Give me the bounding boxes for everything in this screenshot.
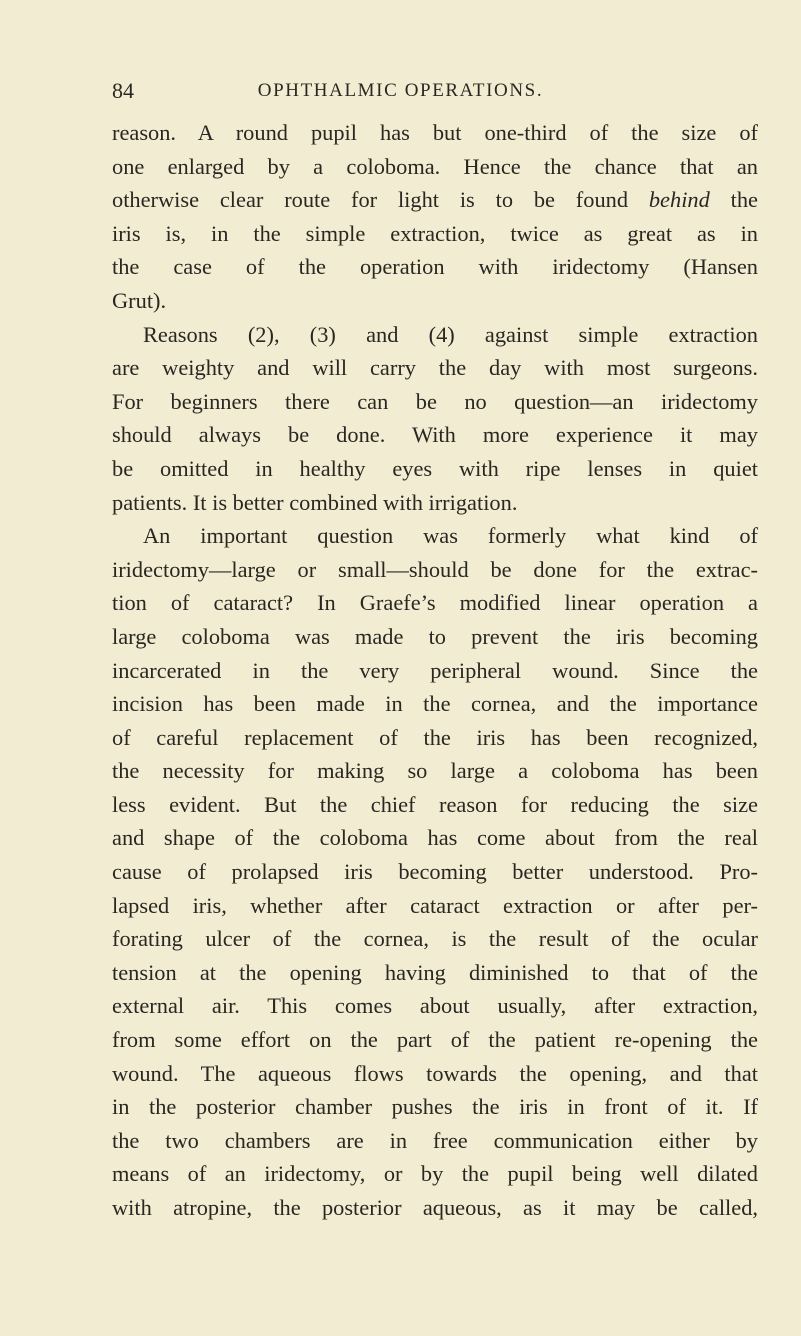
text-line: incision has been made in the cornea, and the importance — [112, 691, 758, 717]
running-head: OPHTHALMIC OPERATIONS. — [257, 80, 544, 101]
text-line: For beginners there can be no question—an iridectomy — [112, 388, 758, 414]
text-line: with atropine, the posterior aqueous, as it may be called, — [112, 1195, 758, 1220]
text-line: cause of prolapsed iris becoming better understood. Pro- — [112, 859, 758, 885]
text-line: wound. The aqueous flows towards the opening, and that — [112, 1060, 758, 1086]
text-line: and shape of the coloboma has come about from the real — [112, 825, 758, 851]
page-number: 84 — [112, 78, 134, 103]
text-run: the — [709, 187, 758, 213]
text-line: tension at the opening having diminished to that of the — [112, 959, 758, 985]
text-line: one enlarged by a coloboma. Hence the chance that an — [112, 153, 758, 179]
text-line: the case of the operation with iridectomy (Hansen — [112, 254, 758, 280]
text-line: lapsed iris, whether after cataract extraction or after per- — [112, 892, 758, 918]
text-line: the necessity for making so large a coloboma has been — [112, 758, 758, 784]
text-line: the two chambers are in free communication either by — [112, 1127, 758, 1153]
text-line: iridectomy—large or small—should be done for the extrac- — [112, 556, 758, 582]
text-line: Grut). — [112, 287, 167, 313]
text-line: reason. A round pupil has but one-third of the size of — [112, 120, 758, 145]
text-line: patients. It is better combined with irrigation. — [112, 489, 518, 515]
text-line: tion of cataract? In Graefe’s modified linear operation a — [112, 590, 758, 616]
text-line — [112, 183, 758, 217]
text-run: otherwise clear route for light is to be found — [112, 187, 649, 213]
text-line: forating ulcer of the cornea, is the result of the ocular — [112, 926, 758, 952]
text-line: incarcerated in the very peripheral wound. Since the — [112, 657, 758, 683]
text-line: means of an iridectomy, or by the pupil being well dilated — [112, 1161, 758, 1187]
text-line: of careful replacement of the iris has been recognized, — [112, 724, 758, 750]
italic-word: behind — [648, 187, 710, 213]
text-line: less evident. But the chief reason for reducing the size — [112, 791, 758, 817]
text-line: are weighty and will carry the day with most surgeons. — [112, 355, 758, 381]
text-line: iris is, in the simple extraction, twice as great as in — [112, 220, 758, 246]
text-line: An important question was formerly what kind of — [143, 523, 758, 549]
page-header — [0, 78, 801, 108]
text-line: from some effort on the part of the patient re-opening the — [112, 1027, 758, 1053]
text-line: large coloboma was made to prevent the iris becoming — [112, 623, 758, 649]
text-line: Reasons (2), (3) and (4) against simple extraction — [143, 321, 758, 347]
text-line: be omitted in healthy eyes with ripe lenses in quiet — [112, 455, 758, 481]
body-text — [112, 116, 758, 1225]
text-line: external air. This comes about usually, after extraction, — [112, 993, 758, 1019]
text-line: in the posterior chamber pushes the iris in front of it. If — [112, 1094, 758, 1120]
text-line: should always be done. With more experience it may — [112, 422, 758, 448]
